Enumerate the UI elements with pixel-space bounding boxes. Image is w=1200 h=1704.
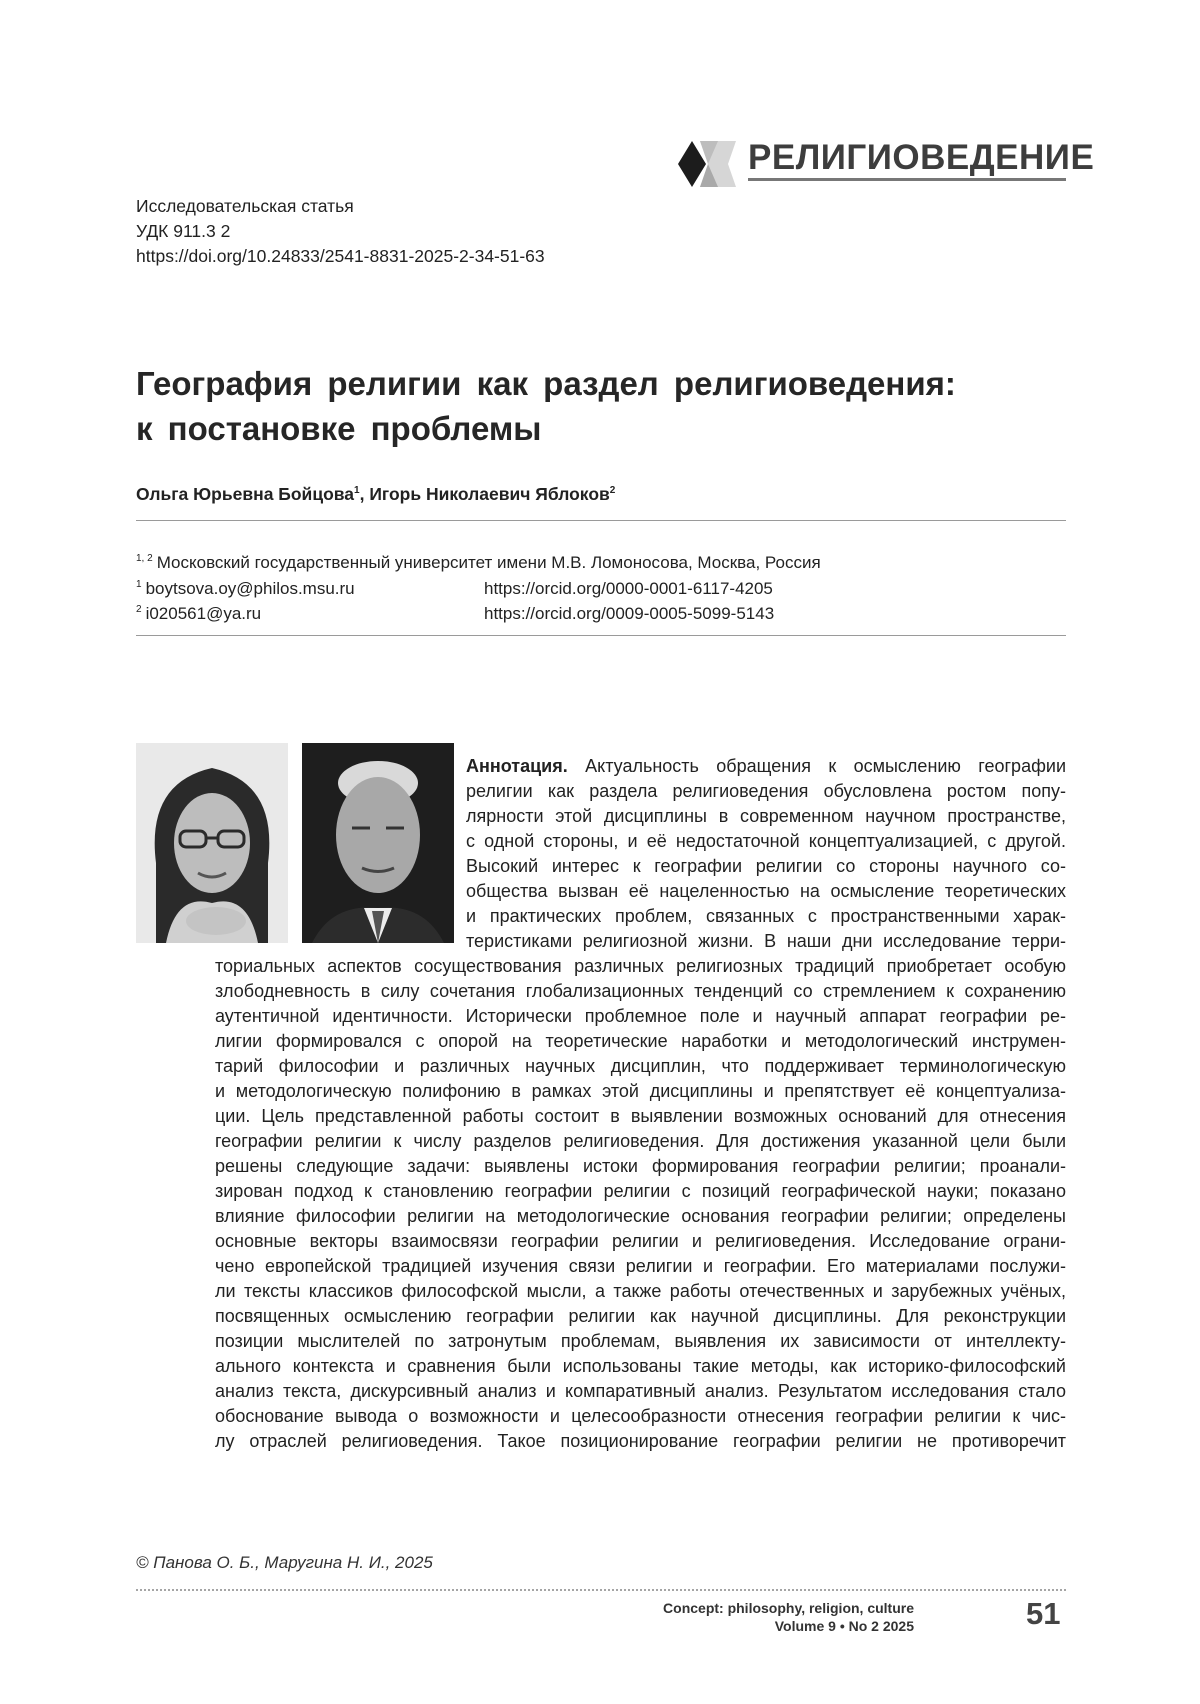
author-photo-1	[136, 743, 288, 943]
abstract-line-27: обоснование вывода о возможности и целесообразности отнесения географии религии к чис-	[215, 1406, 1066, 1426]
abstract-line-3: лярности этой дисциплины в современном научном пространстве,	[466, 806, 1066, 826]
author-1: Ольга Юрьевна Бойцова	[136, 484, 355, 504]
udc-code: УДК 911.3 2	[136, 221, 231, 241]
section-title: РЕЛИГИОВЕДЕНИЕ	[748, 138, 1095, 177]
abstract-heading: Аннотация.	[466, 756, 568, 776]
copyright-notice: © Панова О. Б., Маругина Н. И., 2025	[136, 1553, 433, 1572]
abstract-line-20: основные векторы взаимосвязи географии религии и религиоведения. Исследование ограни-	[215, 1231, 1066, 1251]
abstract-line-1-text: Актуальность обращения к осмыслению географии	[567, 756, 1066, 776]
author-photo-2	[302, 743, 454, 943]
author-1-sup: 1	[354, 485, 360, 497]
abstract-line-6: общества вызван её нацеленностью на осмысление теоретических	[466, 881, 1066, 901]
orcid-link-2[interactable]: https://orcid.org/0009-0005-5099-5143	[484, 604, 775, 623]
abstract-line-2: религии как раздела религиоведения обусловлена ростом попу-	[466, 781, 1066, 801]
abstract-line-9: ториальных аспектов сосуществования различных религиозных традиций приобретает особую	[215, 956, 1066, 976]
contact-sup-2: 2	[136, 604, 142, 616]
abstract-line-25: ального контекста и сравнения были использованы такие методы, как историко-философский	[215, 1356, 1066, 1376]
abstract-line-26: анализ текста, дискурсивный анализ и компаративный анализ. Результатом исследования стало	[215, 1381, 1066, 1401]
divider-top	[136, 520, 1066, 521]
affiliation-sup: 1, 2	[136, 553, 153, 565]
affiliation-text: Московский государственный университет имени М.В. Ломоносова, Москва, Россия	[156, 553, 821, 572]
abstract-line-4: с одной стороны, и её недостаточной концептуализацией, с другой.	[466, 831, 1066, 851]
abstract-line-14: и методологическую полифонию в рамках этой дисциплины и препятствует её концептуализа-	[215, 1081, 1066, 1101]
abstract-line-8: теристиками религиозной жизни. В наши дни исследование терри-	[466, 931, 1066, 951]
email-2: i020561@ya.ru	[145, 604, 262, 623]
author-separator: ,	[359, 484, 370, 504]
abstract-line-18: зирован подход к становлению географии религии с позиций географической науки; показано	[215, 1181, 1066, 1201]
journal-name: Concept: philosophy, religion, culture	[663, 1600, 914, 1616]
orcid-link-1[interactable]: https://orcid.org/0000-0001-6117-4205	[484, 579, 773, 598]
affiliation	[136, 553, 821, 573]
abstract-line-11: аутентичной идентичности. Исторически проблемное поле и научный аппарат географии ре-	[215, 1006, 1066, 1026]
article-title-line-2: к постановке проблемы	[136, 410, 542, 447]
journal-volume: Volume 9 • No 2 2025	[774, 1618, 914, 1634]
abstract-line-23: посвященных осмыслению географии религии как научной дисциплины. Для реконструкции	[215, 1306, 1066, 1326]
cube-diamond-icon	[678, 139, 738, 189]
abstract-line-24: позиции мыслителей по затронутым проблемам, выявления их зависимости от интеллекту-	[215, 1331, 1066, 1351]
abstract-line-19: влияние философии религии на методологические основания географии религии; определены	[215, 1206, 1066, 1226]
page-number: 51	[1026, 1596, 1061, 1631]
contact-sup-1: 1	[136, 579, 142, 591]
abstract-line-28: лу отраслей религиоведения. Такое позиционирование географии религии не противоречит	[215, 1431, 1066, 1451]
abstract-line-5: Высокий интерес к географии религии со стороны научного со-	[466, 856, 1066, 876]
article-type: Исследовательская статья	[136, 196, 354, 216]
abstract-line-1	[466, 754, 1066, 779]
abstract-line-10: злободневность в силу сочетания глобализационных тенденций со стремлением к сохранению	[215, 981, 1066, 1001]
abstract-line-17: решены следующие задачи: выявлены истоки формирования географии религии; проанали-	[215, 1156, 1066, 1176]
contact-email-1[interactable]	[136, 579, 355, 599]
abstract-line-21: чено европейской традицией изучения связи религии и географии. Его материалами послужи-	[215, 1256, 1066, 1276]
abstract-line-22: ли тексты классиков философской мысли, а также работы отечественных и зарубежных учёных,	[215, 1281, 1066, 1301]
divider-bottom	[136, 635, 1066, 636]
authors	[136, 484, 615, 505]
footer-dotted-rule	[136, 1589, 1066, 1591]
abstract-line-15: ции. Цель представленной работы состоит в выявлении возможных оснований для отнесения	[215, 1106, 1066, 1126]
abstract-line-7: и практических проблем, связанных с пространственными харак-	[466, 906, 1066, 926]
doi-link[interactable]: https://doi.org/10.24833/2541-8831-2025-2-34-51-63	[136, 246, 545, 266]
abstract-line-13: тарий философии и различных научных дисциплин, что поддерживает терминологическую	[215, 1056, 1066, 1076]
author-2-sup: 2	[609, 485, 616, 497]
section-rule	[748, 178, 1066, 181]
email-1: boytsova.oy@philos.msu.ru	[145, 579, 355, 598]
abstract-line-16: географии религии к числу разделов религиоведения. Для достижения указанной цели были	[215, 1131, 1066, 1151]
article-title-line-1: География религии как раздел религиоведения:	[136, 365, 956, 402]
contact-email-2[interactable]	[136, 604, 261, 624]
author-2: Игорь Николаевич Яблоков	[369, 484, 610, 504]
abstract-line-12: лигии формировался с опорой на теоретические наработки и методологический инструмен-	[215, 1031, 1066, 1051]
